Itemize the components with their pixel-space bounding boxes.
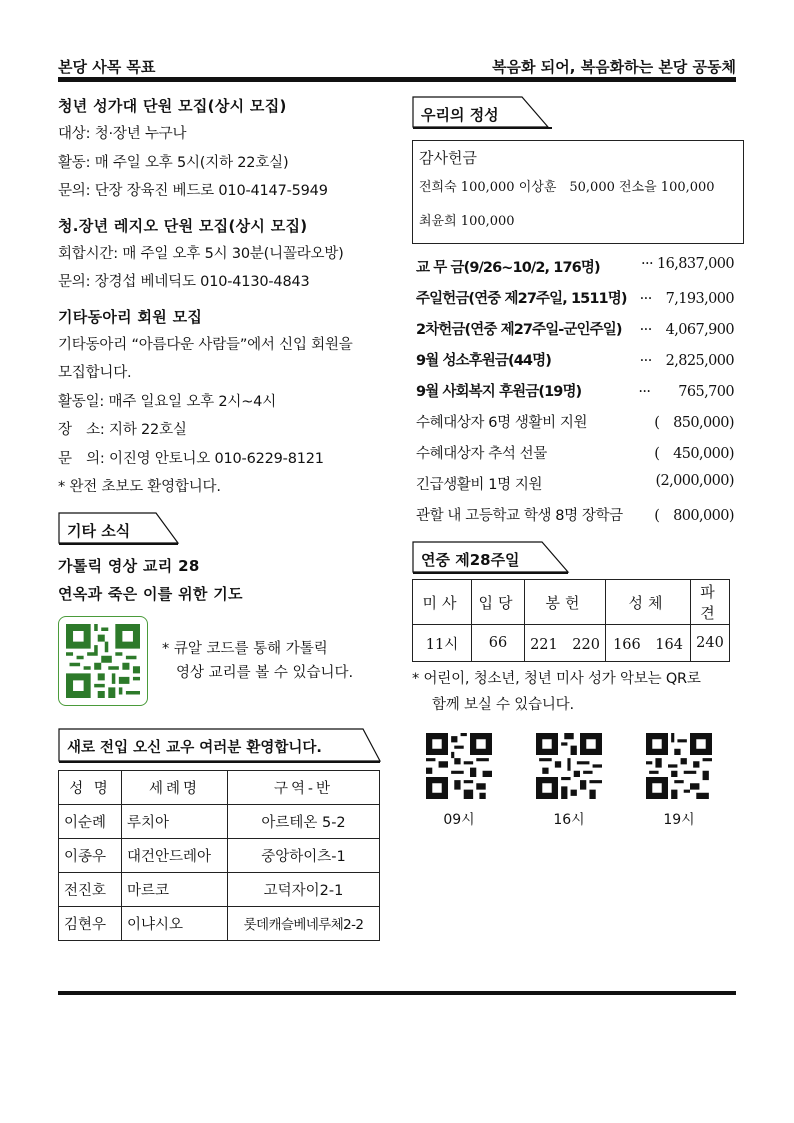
- offering-tag: [412, 96, 738, 130]
- week-tag: [412, 541, 738, 575]
- guitar-line: 기타동아리 “아름다운 사람들”에서 신입 회원을: [58, 336, 353, 353]
- total-row: 교 무 금(9/26~10/2, 176명) ··· 16,837,000: [416, 256, 734, 276]
- qr-code-icon: [646, 733, 712, 799]
- catechism-note: [162, 637, 353, 685]
- header-left-title: 본당 사목 목표: [58, 58, 156, 76]
- member-baptismal-name: 마르코: [122, 872, 228, 906]
- thanks-title: 감사헌금: [419, 149, 477, 167]
- qr-09[interactable]: [426, 733, 492, 829]
- table-header: 입당: [472, 580, 525, 625]
- score-note: 함께 보실 수 있습니다.: [432, 697, 574, 713]
- table-header: 미사: [413, 580, 472, 625]
- bottom-rule: [58, 991, 736, 995]
- table-header: 파견: [691, 580, 730, 625]
- welcome-tag: [58, 728, 383, 764]
- mass-time: 11시: [413, 625, 472, 662]
- total-row: 2차헌금(연중 제27주일-군인주일) ··· 4,067,900: [416, 322, 734, 338]
- table-row: [413, 625, 730, 662]
- member-district: 롯데캐슬베네루체2-2: [228, 906, 380, 940]
- qr-19[interactable]: [646, 733, 712, 829]
- guitar-line: * 완전 초보도 환영합니다.: [58, 479, 221, 495]
- week-tag-label: 연중 제28주일: [421, 551, 520, 569]
- qr-label: 09시: [443, 812, 475, 828]
- welcome-tag-label: 새로 전입 오신 교우 여러분 환영합니다.: [67, 739, 322, 756]
- guitar-line: 문 의: 이진영 안토니오 010-6229-8121: [58, 450, 324, 467]
- welfare-row: 수혜대상자 추석 선물 ( 450,000): [416, 446, 734, 462]
- member-name: 이순례: [59, 804, 122, 838]
- table-row: [59, 906, 380, 940]
- table-header-row: [413, 580, 730, 625]
- total-row: 9월 성소후원금(44명) ··· 2,825,000: [416, 353, 734, 369]
- mass-attendance-table: [412, 579, 730, 662]
- catechism-note-line: * 큐알 코드를 통해 가톨릭: [162, 640, 328, 657]
- welfare-row: 수혜대상자 6명 생활비 지원 ( 850,000): [416, 415, 734, 431]
- member-baptismal-name: 이냐시오: [122, 906, 228, 940]
- qr-code-icon: [536, 733, 602, 799]
- choir-line: 문의: 단장 장육진 베드로 010-4147-5949: [58, 183, 328, 199]
- member-name: 김현우: [59, 906, 122, 940]
- member-name: 전진호: [59, 872, 122, 906]
- page-header: [58, 56, 736, 74]
- thanks-offering-box: [412, 140, 744, 244]
- table-header: 성 명: [59, 770, 122, 804]
- table-header: 구역-반: [228, 770, 380, 804]
- guitar-line: 장 소: 지하 22호실: [58, 422, 187, 438]
- legio-line: 문의: 장경섭 베네딕도 010-4130-4843: [58, 274, 310, 290]
- catechism-title: 가톨릭 영상 교리 28: [58, 556, 200, 575]
- qr-label: 19시: [663, 812, 695, 828]
- table-row: [59, 872, 380, 906]
- total-row: 9월 사회복지 후원금(19명) ··· 765,700: [416, 384, 734, 400]
- communion-count: 166 164: [606, 625, 691, 662]
- table-row: [59, 838, 380, 872]
- score-note: * 어린이, 청소년, 청년 미사 성가 악보는 QR로: [412, 671, 701, 687]
- guitar-line: 모집합니다.: [58, 365, 132, 381]
- legio-line: 회합시간: 매 주일 오후 5시 30분(니꼴라오방): [58, 245, 344, 262]
- score-qr-row: [404, 733, 734, 829]
- entrance-count: 66: [472, 625, 525, 662]
- table-header: 성체: [606, 580, 691, 625]
- news-tag-label: 기타 소식: [67, 521, 131, 540]
- table-header: 세례명: [122, 770, 228, 804]
- right-column: [412, 96, 738, 829]
- member-baptismal-name: 대건안드레아: [122, 838, 228, 872]
- welfare-row: 긴급생활비 1명 지원 (2,000,000): [416, 473, 734, 493]
- qr-code-icon: [426, 733, 492, 799]
- news-tag: [58, 512, 383, 546]
- choir-line: 활동: 매 주일 오후 5시(지하 22호실): [58, 154, 289, 171]
- members-table: [58, 770, 380, 941]
- table-header-row: [59, 770, 380, 804]
- guitar-title: 기타동아리 회원 모집: [58, 307, 203, 326]
- catechism-note-line: 영상 교리를 볼 수 있습니다.: [176, 664, 354, 681]
- thanks-donors: 최윤희 100,000: [419, 214, 515, 229]
- total-row: 주일헌금(연중 제27주일, 1511명) ··· 7,193,000: [416, 291, 734, 307]
- top-rule: [58, 77, 736, 82]
- member-district: 중앙하이츠-1: [228, 838, 380, 872]
- qr-code-icon: [66, 624, 140, 698]
- header-right-title: 복음화 되어, 복음화하는 본당 공동체: [492, 58, 736, 76]
- legio-title: 청.장년 레지오 단원 모집(상시 모집): [58, 216, 308, 235]
- thanks-donors: 전희숙 100,000 이상훈 50,000 전소을 100,000: [419, 180, 715, 195]
- qr-label: 16시: [553, 812, 585, 828]
- qr-16[interactable]: [536, 733, 602, 829]
- table-header: 봉헌: [525, 580, 606, 625]
- guitar-line: 활동일: 매주 일요일 오후 2시~4시: [58, 393, 277, 410]
- catechism-qr-row: [58, 616, 383, 706]
- member-baptismal-name: 루치아: [122, 804, 228, 838]
- totals-list: [412, 250, 738, 529]
- offertory-count: 221 220: [525, 625, 606, 662]
- table-row: [59, 804, 380, 838]
- catechism-qr-frame[interactable]: [58, 616, 148, 706]
- member-district: 아르테온 5-2: [228, 804, 380, 838]
- left-column: [58, 92, 383, 941]
- catechism-subtitle: 연옥과 죽은 이를 위한 기도: [58, 584, 243, 603]
- offering-tag-label: 우리의 정성: [421, 106, 499, 124]
- choir-line: 대상: 청·장년 누구나: [58, 126, 187, 142]
- welfare-row: 관할 내 고등학교 학생 8명 장학금 ( 800,000): [416, 508, 734, 524]
- member-name: 이종우: [59, 838, 122, 872]
- member-district: 고덕자이2-1: [228, 872, 380, 906]
- dismissal-count: 240: [691, 625, 730, 662]
- choir-title: 청년 성가대 단원 모집(상시 모집): [58, 97, 287, 115]
